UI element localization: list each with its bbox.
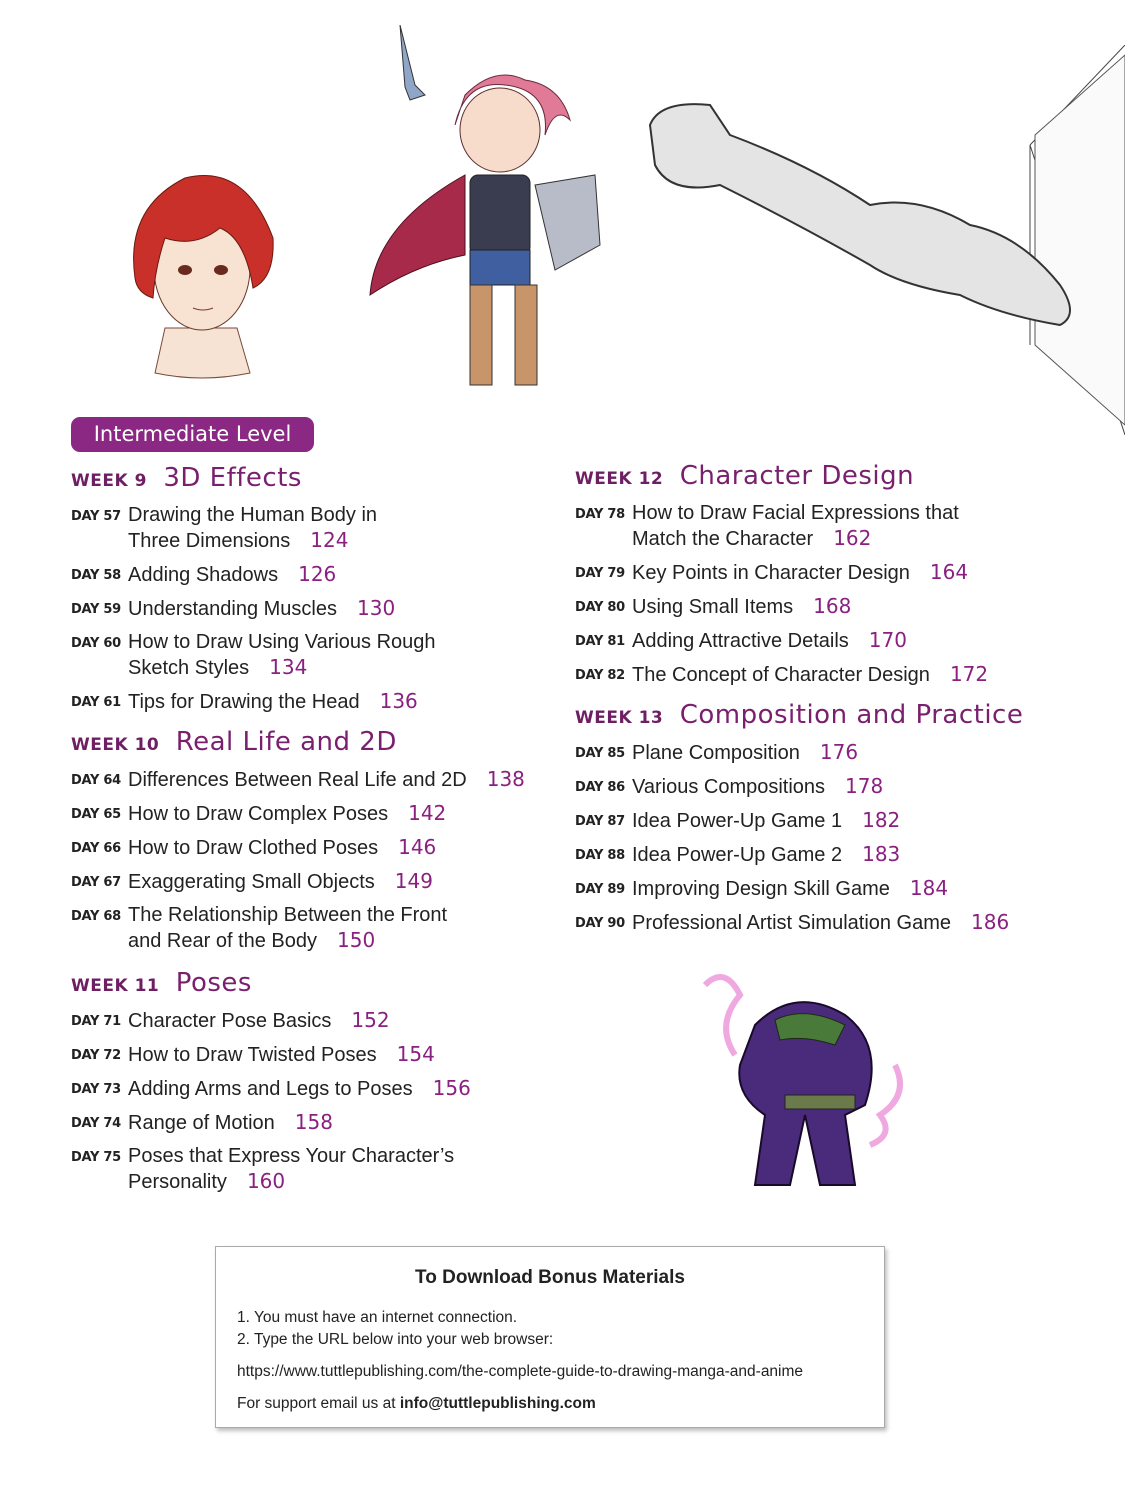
toc-entry[interactable]: [71, 630, 551, 681]
toc-entry[interactable]: [575, 594, 1055, 620]
entry-title: Range of Motion: [128, 1112, 275, 1134]
page-number: 152: [351, 1008, 390, 1032]
entry-title: Adding Attractive Details: [632, 630, 849, 652]
week-label: WEEK 12: [575, 469, 664, 489]
werewolf-illustration: [695, 965, 915, 1195]
page-number: 172: [949, 662, 989, 686]
toc-entry[interactable]: [575, 501, 1055, 552]
toc-entry[interactable]: [575, 740, 1055, 766]
entry-title: Using Small Items: [632, 596, 794, 618]
week-heading: [71, 725, 551, 759]
toc-entry[interactable]: [575, 662, 1055, 688]
day-label: DAY 71: [71, 1014, 121, 1029]
page-number: 182: [862, 808, 901, 832]
week-title: Character Design: [679, 461, 915, 491]
support-email-link[interactable]: info@tuttlepublishing.com: [399, 1395, 596, 1412]
day-label: DAY 72: [71, 1048, 121, 1063]
day-label: DAY 78: [575, 507, 625, 522]
week-section: [575, 698, 1055, 936]
page-number: 138: [486, 767, 525, 791]
bonus-step-2: 2. Type the URL below into your web browser:: [237, 1331, 554, 1348]
entry-title: Idea Power-Up Game 2: [632, 844, 843, 866]
entry-title: Idea Power-Up Game 1: [632, 810, 843, 832]
entry-title: Adding Arms and Legs to Poses: [128, 1078, 413, 1100]
toc-entry[interactable]: [71, 835, 551, 861]
toc-entry[interactable]: [71, 562, 551, 588]
entry-title: and Rear of the Body: [128, 930, 318, 952]
entry-title: Poses that Express Your Character’s: [128, 1145, 455, 1167]
punching-figure-illustration: [640, 45, 1125, 435]
toc-entry[interactable]: [71, 1144, 551, 1195]
page-number: 136: [379, 689, 418, 713]
page-number: 164: [929, 560, 969, 584]
week-section: [71, 966, 551, 1195]
page-number: 170: [868, 628, 907, 652]
page-number: 134: [269, 655, 308, 679]
bonus-heading: To Download Bonus Materials: [415, 1267, 685, 1288]
day-label: DAY 59: [71, 602, 121, 617]
week-label: WEEK 11: [71, 976, 160, 996]
week-title: Poses: [175, 968, 252, 998]
week-title: Real Life and 2D: [175, 727, 397, 757]
toc-entry[interactable]: [71, 1110, 551, 1136]
toc-entry[interactable]: [71, 1042, 551, 1068]
day-label: DAY 81: [575, 634, 625, 649]
bonus-url[interactable]: https://www.tuttlepublishing.com/the-complete-guide-to-drawing-manga-and-anime: [237, 1363, 804, 1380]
entry-title: The Concept of Character Design: [632, 664, 930, 686]
page-number: 149: [394, 869, 433, 893]
entry-title: Adding Shadows: [128, 564, 279, 586]
entry-title: Match the Character: [632, 528, 814, 550]
toc-entry[interactable]: [575, 628, 1055, 654]
toc-entry[interactable]: [71, 596, 551, 622]
toc-entry[interactable]: [71, 869, 551, 895]
entry-title: How to Draw Twisted Poses: [128, 1044, 377, 1066]
bonus-materials-box: [215, 1246, 885, 1428]
toc-entry[interactable]: [71, 503, 551, 554]
week-heading: [575, 459, 1055, 493]
page-number: 184: [909, 876, 949, 900]
page-number: 146: [398, 835, 437, 859]
day-label: DAY 90: [575, 916, 625, 931]
toc-entry[interactable]: [575, 876, 1055, 902]
week-title: 3D Effects: [163, 463, 302, 493]
entry-title: Personality: [128, 1171, 227, 1193]
entry-title: How to Draw Clothed Poses: [128, 837, 379, 859]
entry-title: Drawing the Human Body in: [128, 504, 378, 526]
week-label: WEEK 9: [71, 471, 147, 491]
girl-knight-illustration: [355, 25, 635, 395]
page-number: 150: [337, 928, 376, 952]
entry-title: Sketch Styles: [128, 657, 250, 679]
page-number: 124: [310, 528, 349, 552]
entry-title: Character Pose Basics: [128, 1010, 332, 1032]
day-label: DAY 74: [71, 1116, 121, 1131]
page-number: 186: [971, 910, 1010, 934]
day-label: DAY 88: [575, 848, 625, 863]
toc-entry[interactable]: [71, 1008, 551, 1034]
day-label: DAY 75: [71, 1150, 121, 1165]
page-number: 178: [845, 774, 884, 798]
entry-title: Various Compositions: [632, 776, 826, 798]
toc-entry[interactable]: [71, 767, 551, 793]
page-number: 156: [432, 1076, 471, 1100]
entry-title: Three Dimensions: [128, 530, 291, 552]
entry-title: How to Draw Using Various Rough: [128, 631, 436, 653]
entry-title: Professional Artist Simulation Game: [632, 912, 952, 934]
week-title: Composition and Practice: [679, 700, 1024, 730]
page-number: 160: [246, 1169, 286, 1193]
entry-title: The Relationship Between the Front: [128, 904, 448, 926]
toc-entry[interactable]: [71, 689, 551, 715]
toc-entry[interactable]: [71, 801, 551, 827]
page-number: 154: [396, 1042, 435, 1066]
week-heading: [575, 698, 1055, 732]
day-label: DAY 73: [71, 1082, 121, 1097]
day-label: DAY 87: [575, 814, 625, 829]
day-label: DAY 60: [71, 636, 121, 651]
red-haired-boy-illustration: [125, 168, 280, 383]
day-label: DAY 61: [71, 695, 121, 710]
day-label: DAY 68: [71, 909, 121, 924]
entry-title: Understanding Muscles: [128, 598, 337, 620]
page-number: 176: [819, 740, 859, 764]
entry-title: How to Draw Complex Poses: [128, 803, 389, 825]
entry-title: Exaggerating Small Objects: [128, 871, 375, 893]
week-section: [71, 725, 551, 954]
page-number: 130: [357, 596, 396, 620]
week-section: [575, 459, 1055, 688]
support-prefix: For support email us at: [237, 1395, 400, 1412]
entry-title: Improving Design Skill Game: [632, 878, 890, 900]
entry-title: Differences Between Real Life and 2D: [128, 769, 467, 791]
toc-entry[interactable]: [71, 903, 551, 954]
week-heading: [71, 461, 551, 495]
page-number: 158: [294, 1110, 333, 1134]
entry-title: Plane Composition: [632, 742, 800, 764]
toc-entry[interactable]: [575, 560, 1055, 586]
entry-title: How to Draw Facial Expressions that: [632, 502, 959, 524]
day-label: DAY 82: [575, 668, 625, 683]
toc-entry[interactable]: [575, 910, 1055, 936]
week-label: WEEK 13: [575, 708, 664, 728]
day-label: DAY 86: [575, 780, 625, 795]
level-badge: Intermediate Level: [71, 417, 314, 452]
day-label: DAY 85: [575, 746, 625, 761]
page-number: 162: [833, 526, 872, 550]
day-label: DAY 89: [575, 882, 625, 897]
page-number: 126: [298, 562, 337, 586]
page-number: 142: [408, 801, 447, 825]
day-label: DAY 67: [71, 875, 121, 890]
toc-entry[interactable]: [575, 774, 1055, 800]
week-label: WEEK 10: [71, 735, 160, 755]
entry-title: Tips for Drawing the Head: [128, 691, 360, 713]
week-section: [71, 461, 551, 715]
week-heading: [71, 966, 551, 1000]
toc-entry[interactable]: [575, 808, 1055, 834]
page-number: 183: [862, 842, 901, 866]
bonus-support: [237, 1395, 596, 1413]
day-label: DAY 65: [71, 807, 121, 822]
toc-entry[interactable]: [71, 1076, 551, 1102]
bonus-step-1: 1. You must have an internet connection.: [237, 1309, 518, 1326]
day-label: DAY 66: [71, 841, 121, 856]
page-number: 168: [813, 594, 852, 618]
day-label: DAY 64: [71, 773, 121, 788]
day-label: DAY 80: [575, 600, 625, 615]
day-label: DAY 58: [71, 568, 121, 583]
day-label: DAY 57: [71, 509, 121, 524]
day-label: DAY 79: [575, 566, 625, 581]
entry-title: Key Points in Character Design: [632, 562, 910, 584]
toc-entry[interactable]: [575, 842, 1055, 868]
